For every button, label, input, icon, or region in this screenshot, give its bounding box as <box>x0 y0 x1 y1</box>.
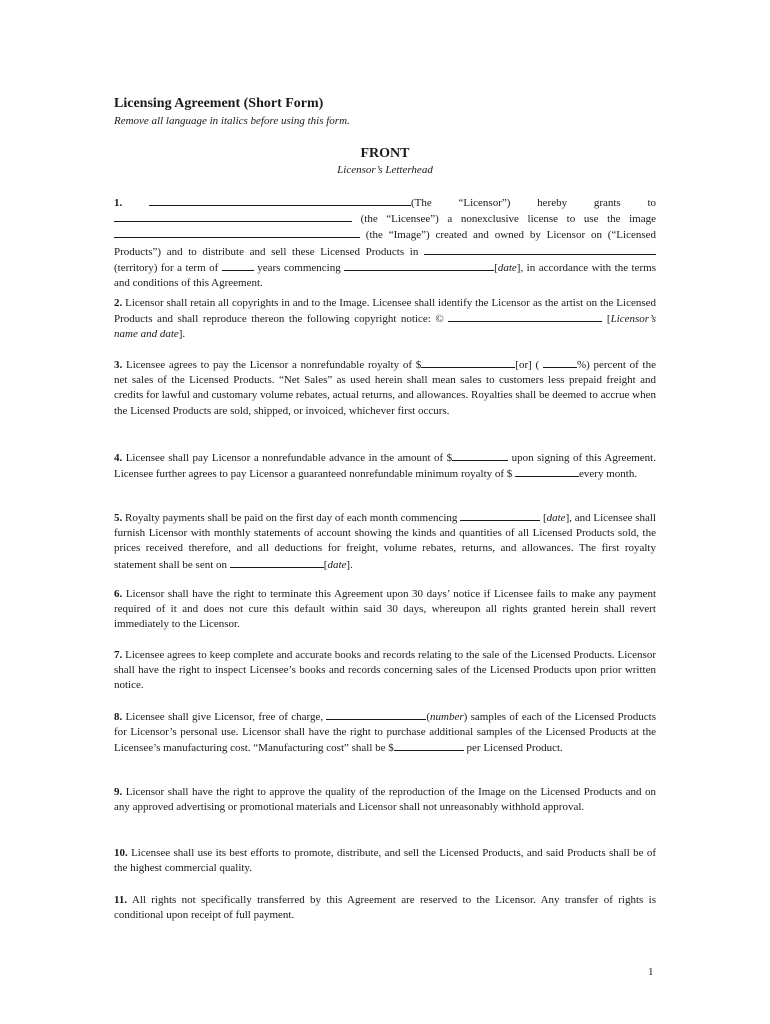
clause-text <box>122 197 149 209</box>
fill-in-blank <box>515 466 579 477</box>
clause-text: ) samples of each of the Licensed Products for Licensor’s personal use. Licensor shall have the right to purchase additional samples of the Licensed Products at the Licensee’s manufacturing cost. “Manufacturing cost” shall be $ <box>114 711 656 755</box>
clause-text: %) percent of the net sales of the Licensed Products. “Net Sales” as used herein shall mean sales to customers less prepaid freight and credits for lawful and customary volume rebates, actual returns, and allowances. Royalties shall be deemed to accrue when the Licensed Products are sold, shipped, or invoiced, whichever first occurs. <box>114 359 656 417</box>
clause-text: upon signing of this Agreement. Licensee further agrees to pay Licensor a guaranteed nonrefundable minimum royalty of $ <box>114 452 656 481</box>
clause-5 <box>114 510 656 573</box>
clause-2 <box>114 296 656 343</box>
fill-in-blank <box>114 227 360 238</box>
document-instruction: Remove all language in italics before using this form. <box>114 115 350 127</box>
fill-in-blank <box>222 260 254 271</box>
clause-text: ]. <box>178 328 186 341</box>
clause-number: 10. <box>114 847 128 859</box>
clause-text: date <box>327 558 347 571</box>
clause-text: date <box>497 261 517 274</box>
fill-in-blank <box>394 740 464 751</box>
section-heading: FRONT <box>360 146 410 161</box>
clause-text: (The “Licensor”) hereby grants to <box>411 197 657 209</box>
clause-text: Licensee agrees to pay the Licensor a nonrefundable royalty of $ <box>122 359 422 371</box>
clause-4 <box>114 450 656 482</box>
page-number: 1 <box>648 966 654 978</box>
clause-text: Licensee shall pay Licensor a nonrefundable advance in the amount of $ <box>122 452 453 464</box>
clause-text: Licensee shall give Licensor, free of charge, <box>122 711 327 723</box>
clause-text: Royalty payments shall be paid on the first day of each month commencing <box>122 512 461 524</box>
clause-text: per Licensed Product. <box>463 742 563 755</box>
fill-in-blank <box>448 311 602 322</box>
clause-number: 8. <box>114 711 123 723</box>
clause-number: 6. <box>114 588 123 600</box>
fill-in-blank <box>114 211 352 222</box>
fill-in-blank <box>326 709 426 720</box>
document-page <box>114 95 657 922</box>
clause-number: 7. <box>114 649 123 661</box>
clause-text: number <box>430 711 464 723</box>
clause-3 <box>114 357 656 419</box>
fill-in-blank <box>230 557 324 568</box>
letterhead-placeholder: Licensor’s Letterhead <box>337 164 433 176</box>
clause-number: 3. <box>114 359 123 371</box>
document-title: Licensing Agreement (Short Form) <box>114 96 324 111</box>
clause-number: 9. <box>114 786 123 798</box>
clause-text: [ <box>494 261 498 274</box>
clause-text: [ <box>602 313 611 326</box>
clause-6 <box>114 587 656 633</box>
clause-number: 4. <box>114 452 123 464</box>
fill-in-blank <box>460 510 540 521</box>
clause-text: (the “Image”) created and owned by Licensor on (“Licensed Products”) and to distribute and sell these Licensed Products in <box>114 229 656 258</box>
clause-7 <box>114 648 656 694</box>
clause-text: (the “Licensee”) a nonexclusive license to use the image <box>352 213 656 226</box>
clause-number: 2. <box>114 297 123 309</box>
clause-text: ], in accordance with the terms and conditions of this Agreement. <box>114 261 656 290</box>
clause-text: date <box>546 512 566 524</box>
fill-in-blank <box>344 260 494 271</box>
clause-8 <box>114 709 656 757</box>
clause-text: Licensor shall have the right to terminate this Agreement upon 30 days’ notice if Licensee fails to make any payment required of it and does not cure this default within said 30 days, whereupon all rights granted herein shall revert immediately to the Licensor. <box>114 588 656 631</box>
clause-text: All rights not specifically transferred by this Agreement are reserved to the Licensor. Any transfer of rights is conditional upon receipt of full payment. <box>114 894 656 922</box>
fill-in-blank <box>421 357 515 368</box>
clause-text: Licensee shall use its best efforts to promote, distribute, and sell the Licensed Products, and said Products shall be of the highest commercial quality. <box>114 847 656 875</box>
clause-number: 1. <box>114 197 123 209</box>
clause-text: ], and Licensee shall furnish Licensor with monthly statements of account showing the kinds and quantities of all Licensed Products sold, the prices received therefore, and all deductions for freight, volume rebates, returns, and allowances. The first royalty statement shall be sent on <box>114 512 656 571</box>
clause-11 <box>114 893 656 923</box>
clause-text: Licensor shall have the right to approve the quality of the reproduction of the Image on the Licensed Products and on any approved advertising or promotional materials and Licensor shall not unreasonably withhold approval. <box>114 786 656 814</box>
fill-in-blank <box>543 357 577 368</box>
clause-text: Licensor shall retain all copyrights in and to the Image. Licensee shall identify the Licensor as the artist on the Licensed Products and shall reproduce thereon the following copyright notice: © <box>114 297 656 326</box>
clause-text: every month. <box>579 468 638 481</box>
clause-number: 5. <box>114 512 123 524</box>
clause-10 <box>114 846 656 876</box>
fill-in-blank <box>149 195 411 206</box>
clause-number: 11. <box>114 894 128 906</box>
clause-text: [ <box>540 512 547 524</box>
clause-text: [ <box>323 558 328 571</box>
clause-text: Licensee agrees to keep complete and accurate books and records relating to the sale of the Licensed Products. Licensor shall have the right to inspect Licensee’s books and records concerning sales of the Licensed Products upon prior written notice. <box>114 649 656 692</box>
clause-text: years commencing <box>253 261 345 274</box>
clause-text: [or] ( <box>515 359 543 371</box>
fill-in-blank <box>424 244 656 255</box>
fill-in-blank <box>452 450 508 461</box>
clause-text: Licensor’s name and date <box>114 313 656 341</box>
clause-text: ]. <box>346 558 353 571</box>
clause-9 <box>114 785 656 815</box>
clause-text: (territory) for a term of <box>114 261 222 274</box>
clause-text: ( <box>426 711 431 723</box>
clause-1 <box>114 195 656 291</box>
